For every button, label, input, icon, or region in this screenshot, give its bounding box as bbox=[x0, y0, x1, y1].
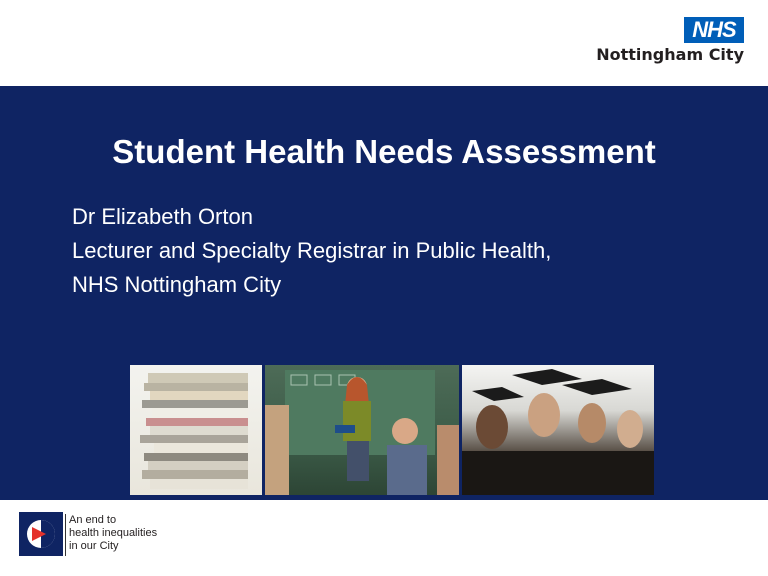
nhs-logo bbox=[594, 17, 744, 69]
tagline-line-1: An end to bbox=[69, 514, 117, 526]
nhs-org-name: Nottingham City bbox=[596, 45, 744, 64]
footer-tagline bbox=[69, 514, 157, 553]
tagline-line-3: in our City bbox=[69, 540, 119, 552]
photo-strip bbox=[130, 365, 654, 495]
end-inequalities-logo bbox=[19, 512, 63, 556]
photo-classroom bbox=[265, 365, 459, 495]
top-bar bbox=[0, 0, 768, 86]
author-block bbox=[72, 200, 551, 302]
author-org: NHS Nottingham City bbox=[72, 272, 282, 297]
slide-title: Student Health Needs Assessment bbox=[112, 133, 656, 170]
author-name: Dr Elizabeth Orton bbox=[72, 204, 253, 229]
photo-files-stack bbox=[130, 365, 262, 495]
photo-graduates bbox=[462, 365, 654, 495]
author-role: Lecturer and Specialty Registrar in Public Health, bbox=[72, 238, 552, 263]
footer-divider bbox=[65, 514, 66, 556]
tagline-line-2: health inequalities bbox=[69, 527, 158, 539]
nhs-badge: NHS bbox=[684, 17, 744, 43]
